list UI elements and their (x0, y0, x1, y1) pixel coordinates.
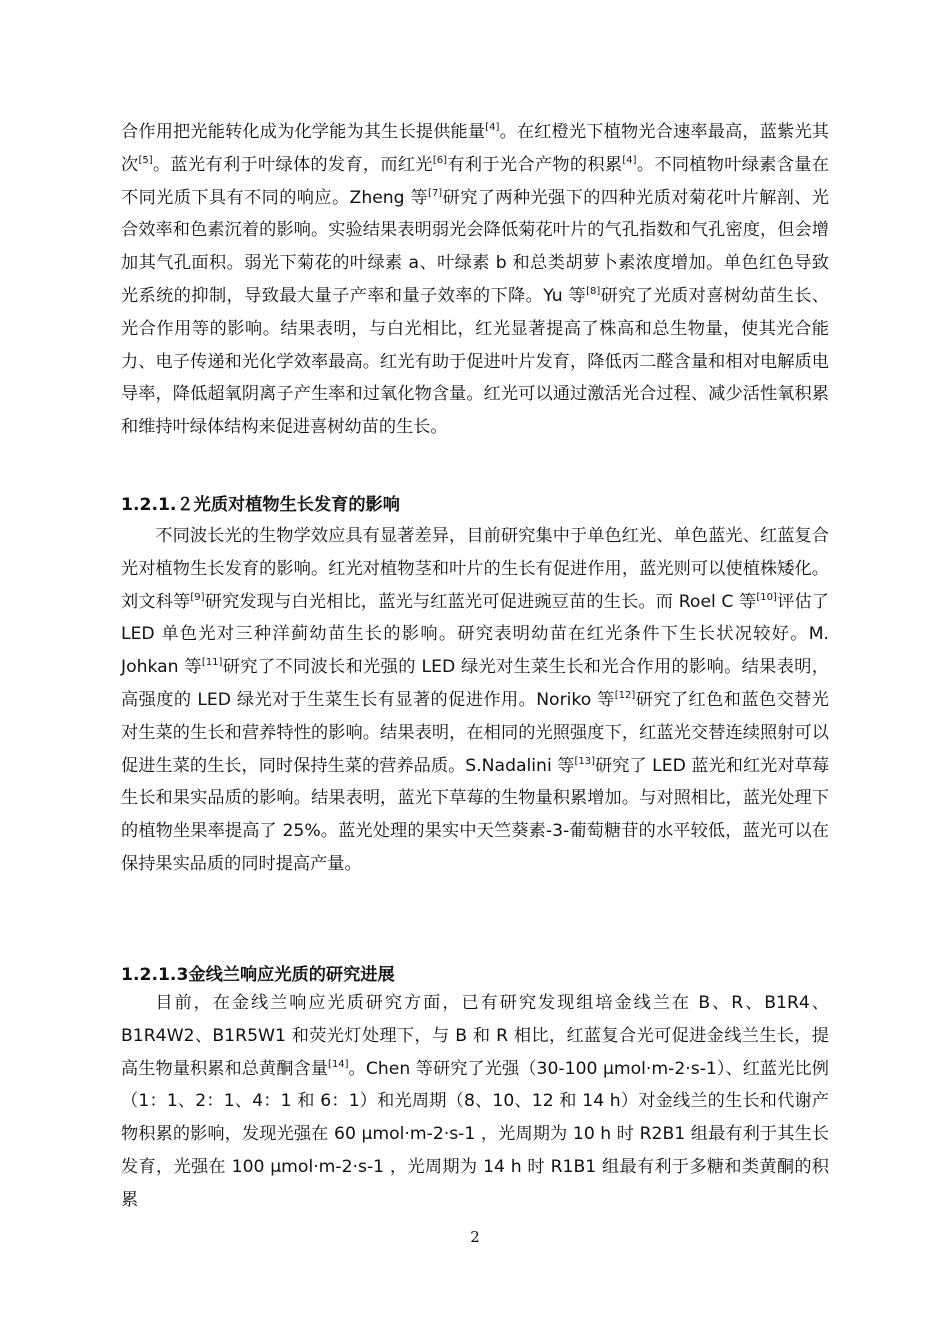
citation: [13] (574, 755, 595, 767)
text-segment: 研究了光质对喜树幼苗生长、光合作用等的影响。结果表明，与白光相比，红光显著提高了株高和总生物量，使其光合能力、电子传递和光化学效率最高。红光有助于促进叶片发育，降低丙二醛含量和相对电解质电导率，降低超氧阴离子产生率和过氧化物含量。红光可以通过激活光合过程、减少活性氧积累和维持叶绿体结构来促进喜树幼苗的生长。 (121, 285, 829, 438)
citation: [12] (614, 689, 636, 701)
page-number: 2 (470, 1228, 480, 1246)
citation: [6] (432, 154, 448, 166)
paragraph-photosynthesis (121, 116, 829, 444)
text-segment: 。不同植物叶绿素含量在不同光质下具有不同的响应。Zheng 等 (121, 154, 829, 208)
citation: [7] (428, 187, 443, 199)
text-segment: 合作用把光能转化成为化学能为其生长提供能量 (121, 122, 486, 142)
text-segment: 不同波长光的生物学效应具有显著差异，目前研究集中于单色红光、单色蓝光、红蓝复合光对植物生长发育的影响。红光对植物茎和叶片的生长有促进作用，蓝光则可以使植株矮化。刘文科等 (121, 526, 829, 612)
paragraph-light-quality-growth (121, 520, 829, 881)
text-segment: 研究了红色和蓝色交替光对生菜的生长和营养特性的影响。结果表明，在相同的光照强度下，红蓝光交替连续照射可以促进生菜的生长，同时保持生菜的营养品质。S.Nadalini 等 (121, 689, 829, 776)
text-segment: 研究发现与白光相比，蓝光与红蓝光可促进豌豆苗的生长。而 Roel C 等 (204, 591, 757, 612)
text-segment: 研究了不同波长和光强的 LED 绿光对生菜生长和光合作用的影响。结果表明，高强度的 LED 绿光对于生菜生长有显著的促进作用。Noriko 等 (121, 657, 829, 710)
text-segment: 研究了两种光强下的四种光质对菊花叶片解剖、光合效率和色素沉着的影响。实验结果表明弱光会降低菊花叶片的气孔指数和气孔密度，但会增加其气孔面积。弱光下菊花的叶绿素 a、叶绿素 b 和总类胡萝卜素浓度增加。单色红色导致光系统的抑制，导致最大量子产率和量子效率的下降。Yu 等 (121, 187, 829, 306)
text-segment: 研究了 LED 蓝光和红光对草莓生长和果实品质的影响。结果表明，蓝光下草莓的生物量积累增加。与对照相比，蓝光处理下的植物坐果率提高了 25%。蓝光处理的果实中天竺葵素-3-葡萄糖苷的水平较低，蓝光可以在保持果实品质的同时提高产量。 (121, 755, 829, 874)
text-segment: 评估了 LED 单色光对三种洋蓟幼苗生长的影响。研究表明幼苗在红光条件下生长状况较好。M. Johkan 等 (121, 591, 829, 678)
citation: [10] (756, 591, 777, 603)
text-segment: 目前，在金线兰响应光质研究方面，已有研究发现组培金线兰在 B、R、B1R4、B1R4W2、B1R5W1 和荧光灯处理下，与 B 和 R 相比，红蓝复合光可促进金线兰生长，提高生物量积累和总黄酮含量 (121, 993, 829, 1079)
citation: [5] (138, 154, 153, 166)
text-segment: 。Chen 等研究了光强（30-100 μmol·m-2·s-1）、红蓝光比例（1：1、2：1、4：1 和 6：1）和光周期（8、10、12 和 14 h）对金线兰的生长和代谢产物积累的影响，发现光强在 60 μmol·m-2·s-1 ，光周期为 10 h 时 R2B1 组最有利于其生长发育，光强在 100 μmol·m-2·s-1 ，光周期为 14 h 时 R1B1 组最有利于多糖和类黄酮的积累 (121, 1058, 829, 1210)
paragraph-anoectochilus (121, 987, 829, 1217)
citation: [8] (586, 285, 601, 297)
section-heading: 1.2.1.２光质对植物生长发育的影响 (121, 495, 400, 515)
section-heading: 1.2.1.3金线兰响应光质的研究进展 (121, 965, 395, 985)
text-segment: 有利于光合产物的积累 (447, 154, 623, 175)
citation: [9] (190, 591, 205, 603)
text-segment: 。在红橙光下植物光合速率最高，蓝紫光其次 (121, 122, 829, 175)
text-segment: 。蓝光有利于叶绿体的发育，而红光 (152, 154, 433, 175)
citation: [11] (201, 657, 223, 669)
citation: [4] (622, 154, 637, 166)
citation: [14] (328, 1058, 349, 1070)
citation: [4] (485, 122, 500, 133)
